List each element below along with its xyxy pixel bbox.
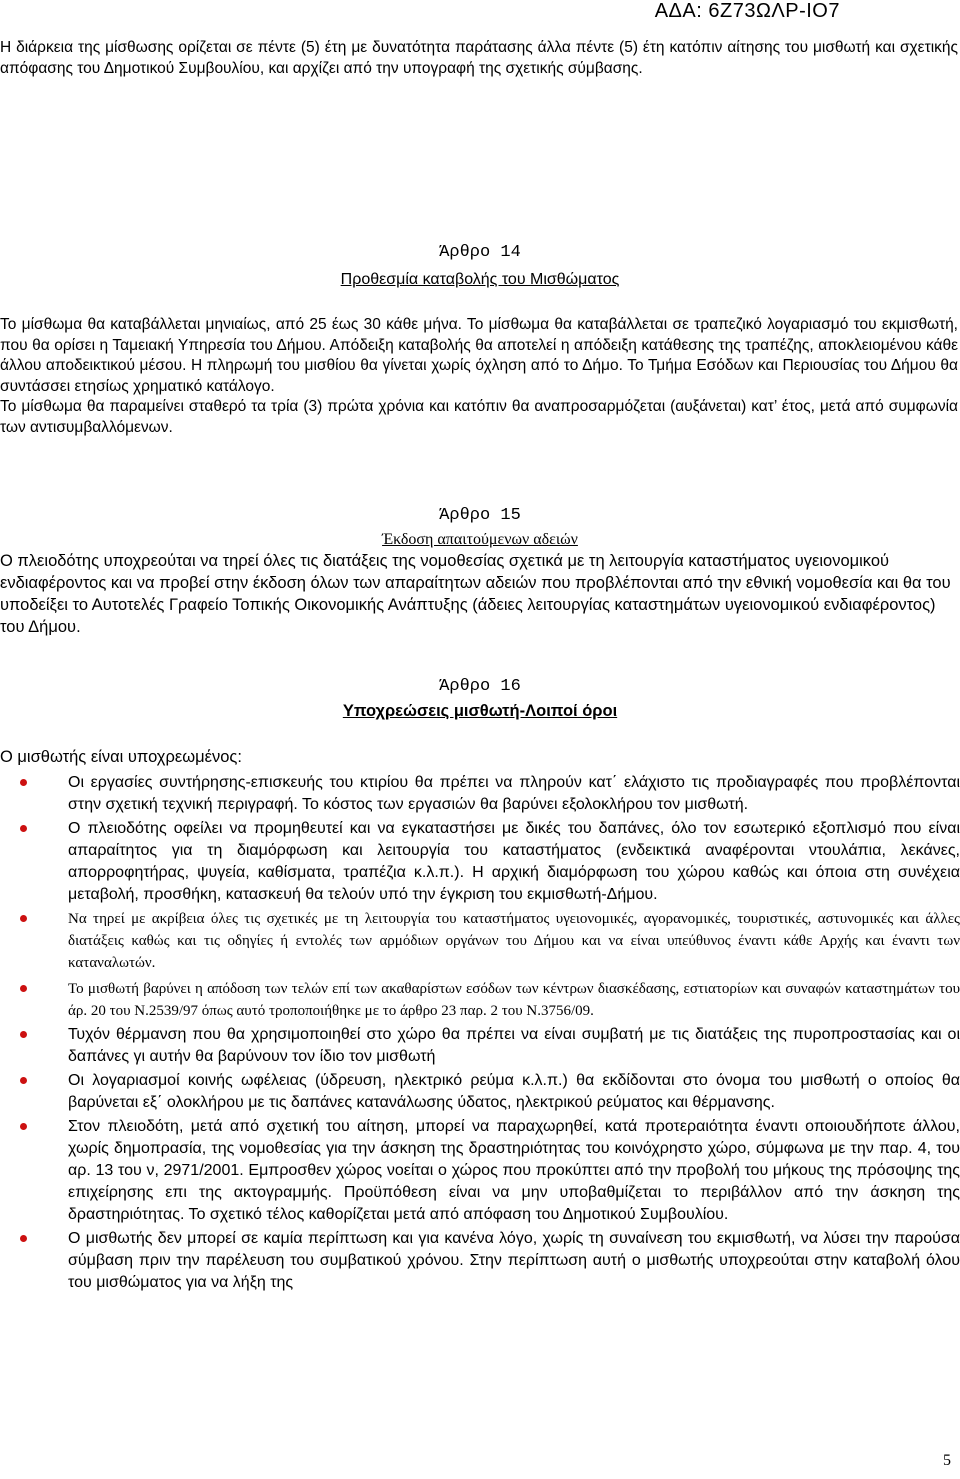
- bullet-icon: [20, 825, 27, 832]
- article-15-paragraph: Ο πλειοδότης υποχρεούται να τηρεί όλες τις διατάξεις της νομοθεσίας σχετικά με τη λειτουργία καταστήματος υγειονομικού ενδιαφέροντος και να προβεί στην έκδοση όλων των απαραίτητων αδειών που προβλέπονται από την εθνική νομοθεσία και θα του υποδείξει το Αυτοτελές Γραφείο Τοπικής Οικονομικής Ανάπτυξης (άδειες λειτουργίας καταστημάτων υγειονομικού ενδιαφέροντος) του Δήμου.: [0, 552, 951, 636]
- list-item: [0, 908, 960, 974]
- list-item-text: Οι λογαριασμοί κοινής ωφέλειας (ύδρευση, ηλεκτρικό ρεύμα κ.λ.π.) θα εκδίδονται στο όνομα του μισθωτή ο οποίος θα βαρύνεται εξ΄ ολοκλήρου με τις δαπάνες κατανάλωσης ύδατος, ηλεκτρικού ρεύματος και θέρμανσης.: [68, 1072, 960, 1111]
- document-ada-code: ΑΔΑ: 6Ζ73ΩΛΡ-ΙΟ7: [654, 0, 840, 22]
- article-15-number: Άρθρο 15: [439, 506, 521, 525]
- list-item: [0, 818, 960, 906]
- article-16-obligations-list: [0, 772, 960, 1294]
- list-item-text: Να τηρεί με ακρίβεια όλες τις σχετικές με τη λειτουργία του καταστήματος υγειονομικές, αγορανομικές, τουριστικές, αστυνομικές και άλλες διατάξεις καθώς και τις οδηγίες ή εντολές των αρμόδιων οργάνων του Δήμου και να είναι υπεύθυνος έναντι κάθε Αρχής και έναντι των καταναλωτών.: [68, 911, 960, 971]
- article-16-lead-text: Ο μισθωτής είναι υποχρεωμένος:: [0, 748, 242, 766]
- bullet-icon: [20, 1031, 27, 1038]
- bullet-icon: [20, 1077, 27, 1084]
- article-14-title: Προθεσμία καταβολής του Μισθώματος: [340, 271, 620, 288]
- intro-text: Η διάρκεια της μίσθωσης ορίζεται σε πέντε (5) έτη με δυνατότητα παράτασης άλλα πέντε (5) έτη κατόπιν αίτησης του μισθωτή και σχετικής απόφασης του Δημοτικού Συμβουλίου, και αρχίζει από την υπογραφή της σχετικής σύμβασης.: [0, 39, 958, 77]
- bullet-icon: [20, 1123, 27, 1130]
- list-item-text: Ο πλειοδότης οφείλει να προμηθευτεί και να εγκαταστήσει με δικές του δαπάνες, όλο τον εσωτερικό εξοπλισμό που είναι απαραίτητος για τη διαμόρφωση και λειτουργία του καταστήματος (ενδεικτικά αναφέρονται ντουλάπια, λεκάνες, απορροφητήρας, ψυγεία, καθίσματα, τραπέζια κ.λ.π.). Η αρχική διαμόρφωση του χώρου καθώς και όποια στη συνέχεια μεταβολή, προσθήκη, κατασκευή θα τελούν υπό την έγκριση του εκμισθωτή-Δήμου.: [68, 820, 960, 903]
- page-number: 5: [943, 1452, 951, 1469]
- list-item-text: Οι εργασίες συντήρησης-επισκευής του κτιρίου θα πρέπει να πληρούν κατ΄ ελάχιστο τις προδιαγραφές που προβλέπονται στην σχετική τεχνική περιγραφή. Το κόστος των εργασιών θα βαρύνει εξολοκλήρου τον μισθωτή.: [68, 774, 960, 813]
- bullet-icon: [20, 779, 27, 786]
- list-item-text: Τυχόν θέρμανση που θα χρησιμοποιηθεί στο χώρο θα πρέπει να είναι συμβατή με τις διατάξεις της πυροπροστασίας και οι δαπάνες γι αυτήν θα βαρύνουν τον ίδιο τον μισθωτή: [68, 1026, 960, 1065]
- article-16-lead: [0, 746, 960, 768]
- list-item: [0, 1228, 960, 1294]
- list-item: [0, 1070, 960, 1114]
- article-15-heading: [0, 505, 960, 551]
- list-item: [0, 1116, 960, 1226]
- article-15-body: [0, 550, 960, 638]
- list-item-text: Ο μισθωτής δεν μπορεί σε καμία περίπτωση και για κανένα λόγο, χωρίς τη συναίνεση του εκμισθωτή, να λύσει την παρούσα σύμβαση πριν την παρέλευση του συμβατικού χρόνου. Στην περίπτωση αυτή ο μισθωτής υποχρεούται στην καταβολή όλου του μισθώματος για να λήξη της: [68, 1230, 960, 1291]
- article-14-number: Άρθρο 14: [439, 243, 521, 262]
- bullet-icon: [20, 985, 27, 992]
- article-14-paragraph-2: Το μίσθωμα θα παραμείνει σταθερό τα τρία (3) πρώτα χρόνια και κατόπιν θα αναπροσαρμόζεται (αυξάνεται) κατ’ έτος, μετά από συμφωνία των αντισυμβαλλόμενων.: [0, 398, 958, 436]
- article-16-heading: [0, 676, 960, 722]
- list-item-text: Το μισθωτή βαρύνει η απόδοση των τελών επί των ακαθαρίστων εσόδων των κέντρων διασκέδασης, εστιατορίων και συναφών καταστημάτων του άρ. 20 του Ν.2539/97 όπως αυτό τροποποιήθηκε με το άρθρο 23 παρ. 2 του Ν.3756/09.: [68, 981, 960, 1019]
- bullet-icon: [20, 915, 27, 922]
- article-16-title: Υποχρεώσεις μισθωτή-Λοιποί όροι: [342, 702, 618, 720]
- intro-paragraph: [0, 38, 960, 79]
- list-item-text: Στον πλειοδότη, μετά από σχετική του αίτηση, μπορεί να παραχωρηθεί, κατά προτεραιότητα έναντι οποιουδήποτε άλλου, χωρίς δημοπρασία, της νομοθεσίας για την άσκηση της δραστηριότητας του κοινόχρηστο χώρο, σύμφωνα με την παρ. 4, του αρ. 13 του ν, 2971/2001. Εμπροσθεν χώρος νοείται ο χώρος που προκύπτει από την προβολή του μήκους της πρόσοψης της επιχείρησης επι της ακτογραμμής. Προϋπόθεση είναι να μην υποβαθμίζεται το περιβάλλον από την άσκηση της δραστηριότητας. Το σχετικό τέλος καθορίζεται μετά από απόφαση του Δημοτικού Συμβουλίου.: [68, 1118, 960, 1223]
- article-14-paragraph-1: Το μίσθωμα θα καταβάλλεται μηνιαίως, από 25 έως 30 κάθε μήνα. Το μίσθωμα θα καταβάλλεται σε τραπεζικό λογαριασμό του εκμισθωτή, που θα ορίσει η Ταμειακή Υπηρεσία του Δήμου. Απόδειξη καταβολής θα αποτελεί η απόδειξη κατάθεσης της τραπέζης, αποκλειομένου κάθε άλλου αποδεικτικού μέσου. Η πληρωμή του μισθίου θα γίνεται χωρίς όχληση από το Δήμο. Το Τμήμα Εσόδων και Περιουσίας του Δήμου θα συντάσσει ετησίως χρηματικό κατάλογο.: [0, 316, 958, 395]
- article-15-title: Έκδοση απαιτούμενων αδειών: [382, 531, 578, 548]
- list-item: [0, 772, 960, 816]
- list-item: [0, 1024, 960, 1068]
- article-14-heading: [0, 242, 960, 291]
- article-16-number: Άρθρο 16: [439, 677, 521, 696]
- list-item: [0, 978, 960, 1022]
- article-14-body: [0, 315, 960, 438]
- bullet-icon: [20, 1235, 27, 1242]
